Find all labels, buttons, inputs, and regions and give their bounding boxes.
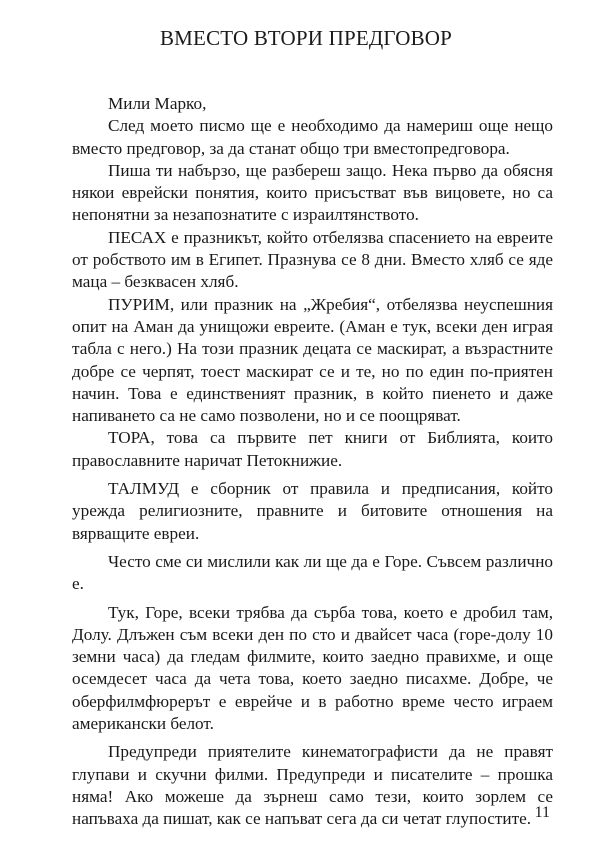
- paragraph: Пиша ти набързо, ще разбереш защо. Нека първо да обясня някои еврейски понятия, които присъстват във вицовете, но са непонятни за незапознатите с израилтянството.: [72, 160, 553, 225]
- body-text: [72, 93, 553, 831]
- paragraph: Предупреди приятелите кинематографисти да не правят глупави и скучни филми. Предупреди и писателите – прошка няма! Ако можеше да зърнеш само тези, които зорлем се напъваха да пишат, как се напъват сега да си четат глупостите.: [72, 742, 553, 829]
- paragraph: След моето писмо ще е необходимо да намериш още нещо вместо предговор, за да станат общо три вместопредговора.: [72, 116, 553, 158]
- paragraph-purim: ПУРИМ, или празник на „Жребия“, отбелязва неуспешния опит на Аман да унищожи евреите. (Аман е тук, всеки ден играя табла с него.) На този празник децата се маскират, а възрастните добре се черпят, тоест маскират се и те, но по един по-приятен начин. Това е единственият празник, в който пиенето и даже напиването са не само позволени, но и се поощряват.: [72, 294, 553, 426]
- paragraph-talmud: ТАЛМУД е сборник от правила и предписания, който урежда религиозните, правните и битовите отношения на вярващите евреи.: [72, 479, 553, 543]
- paragraph-greeting: Мили Марко,: [108, 94, 207, 113]
- paragraph-pesach: ПЕСАХ е празникът, който отбелязва спасението на евреите от робството им в Египет. Празнува се 8 дни. Вместо хляб се яде маца – безквасен хляб.: [72, 227, 553, 292]
- paragraph: Често сме си мислили как ли ще да е Горе. Съвсем различно е.: [72, 551, 553, 594]
- paragraph: Тук, Горе, всеки трябва да сърба това, което е дробил там, Долу. Длъжен съм всеки ден по сто и двайсет часа (горе-долу 10 земни часа) да гледам филмите, които заедно правихме, и още осемдесет часа да чета това, което заедно писахме. Добре, че оберфилмфюрерът е еврейче и в работно време често играем американски белот.: [72, 602, 553, 734]
- chapter-title: ВМЕСТО ВТОРИ ПРЕДГОВОР: [159, 26, 453, 50]
- page-number: 11: [534, 804, 550, 821]
- paragraph-torah: ТОРА, това са първите пет книги от Библията, които православните наричат Петокнижие.: [72, 428, 553, 470]
